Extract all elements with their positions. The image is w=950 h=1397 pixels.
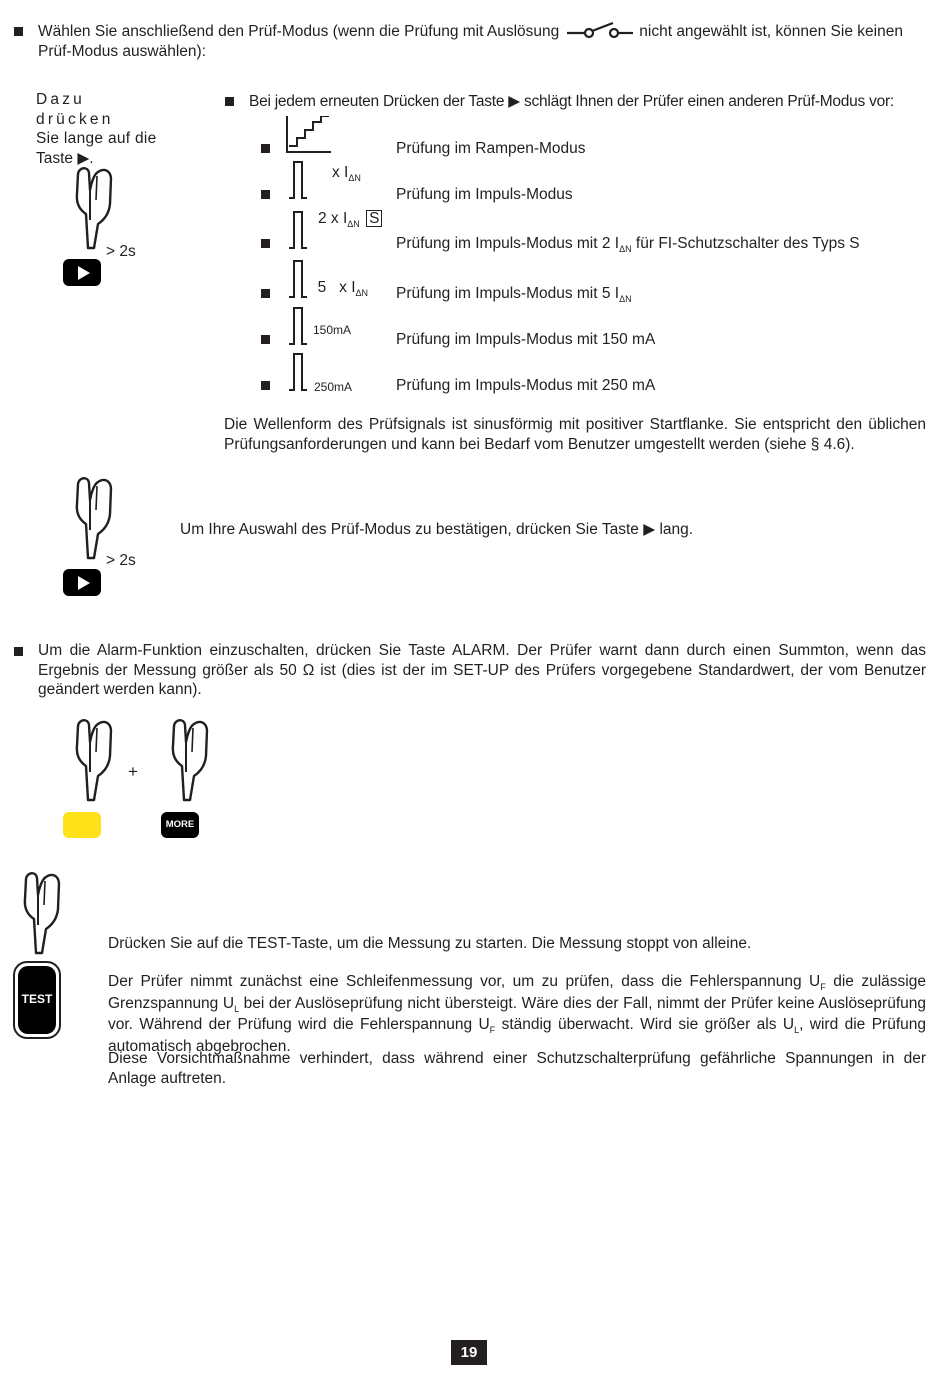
- bullet: [225, 97, 234, 106]
- mode-text: Prüfung im Impuls-Modus mit 250 mA: [396, 377, 656, 394]
- intro-paragraph: [38, 22, 928, 62]
- pointing-hand-icon: [74, 474, 114, 560]
- waveform-note: Die Wellenform des Prüfsignals ist sinusförmig mit positiver Startflanke. Sie entspricht den üblichen Prüfungsanforderungen und kann bei Bedarf vom Benutzer umgestellt werden (siehe § 4.6).: [224, 416, 926, 453]
- more-button-label: MORE: [165, 819, 195, 831]
- plus-sign: +: [128, 762, 138, 781]
- duration-label: > 2s: [106, 243, 136, 260]
- press-hint: [36, 90, 164, 168]
- alarm-paragraph: Um die Alarm-Funktion einzuschalten, drücken Sie Taste ALARM. Der Prüfer warnt dann durch einen Summton, wenn das Ergebnis der Messung größer als 50 Ω ist (dies ist der im SET-UP des Prüfers vorgegebene Standardwert, der vom Benutzer geändert werden kann).: [38, 642, 926, 698]
- test-paragraph-2: Diese Vorsichtmaßnahme verhindert, dass während einer Schutzschalterprüfung gefährliche Spannungen in der Anlage auftreten.: [108, 1050, 926, 1087]
- press-hint-line3: Taste ▶.: [36, 149, 94, 167]
- mode-text: Prüfung im Impuls-Modus mit 5 $I_{\Delta N}$: [396, 285, 632, 304]
- intro-line2: Prüf-Modus auswählen):: [38, 43, 206, 60]
- pulse-waveform-icon: [288, 160, 308, 200]
- modes-intro: Bei jedem erneuten Drücken der Taste ▶ schlägt Ihnen der Prüfer einen anderen Prüf-Modus vor:: [249, 93, 894, 110]
- bullet: [261, 335, 270, 344]
- intro-text-after: nicht angewählt ist, können Sie keinen: [639, 23, 903, 41]
- press-hint-line1: Dazu drücken: [36, 91, 114, 128]
- mode-icon-label: x $I_{\Delta N}$: [332, 164, 361, 183]
- mode-text: Prüfung im Rampen-Modus: [396, 140, 586, 157]
- play-button[interactable]: [63, 259, 101, 286]
- pulse-waveform-icon: [288, 259, 308, 299]
- bullet: [14, 27, 23, 36]
- pulse-waveform-icon: [288, 352, 308, 392]
- play-button[interactable]: [63, 569, 101, 596]
- pulse-waveform-icon: [288, 306, 308, 346]
- pointing-hand-icon: [74, 164, 114, 250]
- pulse-waveform-icon: [288, 210, 308, 250]
- pointing-hand-icon: [74, 716, 114, 802]
- alarm-button[interactable]: [63, 812, 101, 838]
- page-number: 19: [451, 1340, 487, 1365]
- mode-icon-label: 5 x $I_{\Delta N}$: [317, 278, 369, 298]
- type-s-box: S: [366, 210, 382, 227]
- test-paragraph-1: Der Prüfer nimmt zunächst eine Schleifenmessung vor, um zu prüfen, dass die Fehlerspannung $U_F$ die zulässige Grenzspannung $U_L$ bei der Auslöseprüfung nicht übersteigt. Wäre dies der Fall, nimmt der Prüfer keine Auslöseprüfung vor. Während der Prüfung wird die Fehlerspannung $U_F$ ständig überwacht. Wird sie größer als $U_L$, wird die Prüfung automatisch abgebrochen.: [108, 973, 927, 1055]
- mode-text: Prüfung im Impuls-Modus mit 150 mA: [396, 331, 656, 348]
- pointing-hand-icon: [22, 869, 62, 955]
- confirm-text: Um Ihre Auswahl des Prüf-Modus zu bestätigen, drücken Sie Taste ▶ lang.: [180, 521, 694, 538]
- bullet: [261, 190, 270, 199]
- switch-open-icon: [567, 22, 633, 42]
- mode-icon-label: 250mA: [314, 380, 353, 394]
- test-start-text: Drücken Sie auf die TEST-Taste, um die Messung zu starten. Die Messung stoppt von alleine.: [108, 935, 752, 952]
- pointing-hand-icon: [170, 716, 210, 802]
- mode-icon-label: 2 x $I_{\Delta N}$ S: [318, 209, 382, 231]
- bullet: [14, 647, 23, 656]
- mode-text: Prüfung im Impuls-Modus: [396, 186, 573, 203]
- bullet: [261, 144, 270, 153]
- bullet: [261, 289, 270, 298]
- intro-text-before: Wählen Sie anschließend den Prüf-Modus (wenn die Prüfung mit Auslösung: [38, 23, 560, 41]
- press-hint-line2: Sie lange auf die: [36, 130, 157, 147]
- test-button[interactable]: [13, 961, 61, 1039]
- more-button[interactable]: [161, 812, 199, 838]
- duration-label: > 2s: [106, 552, 136, 569]
- play-icon: [78, 266, 90, 280]
- test-button-label: TEST: [21, 992, 53, 1007]
- mode-icon-label: 150mA: [313, 323, 352, 337]
- bullet: [261, 381, 270, 390]
- bullet: [261, 239, 270, 248]
- play-icon: [78, 576, 90, 590]
- ramp-waveform-icon: [285, 116, 333, 154]
- mode-text: Prüfung im Impuls-Modus mit 2 $I_{\Delta N}$ für FI-Schutzschalter des Typs S: [396, 235, 860, 254]
- test-button-face: [18, 966, 56, 1034]
